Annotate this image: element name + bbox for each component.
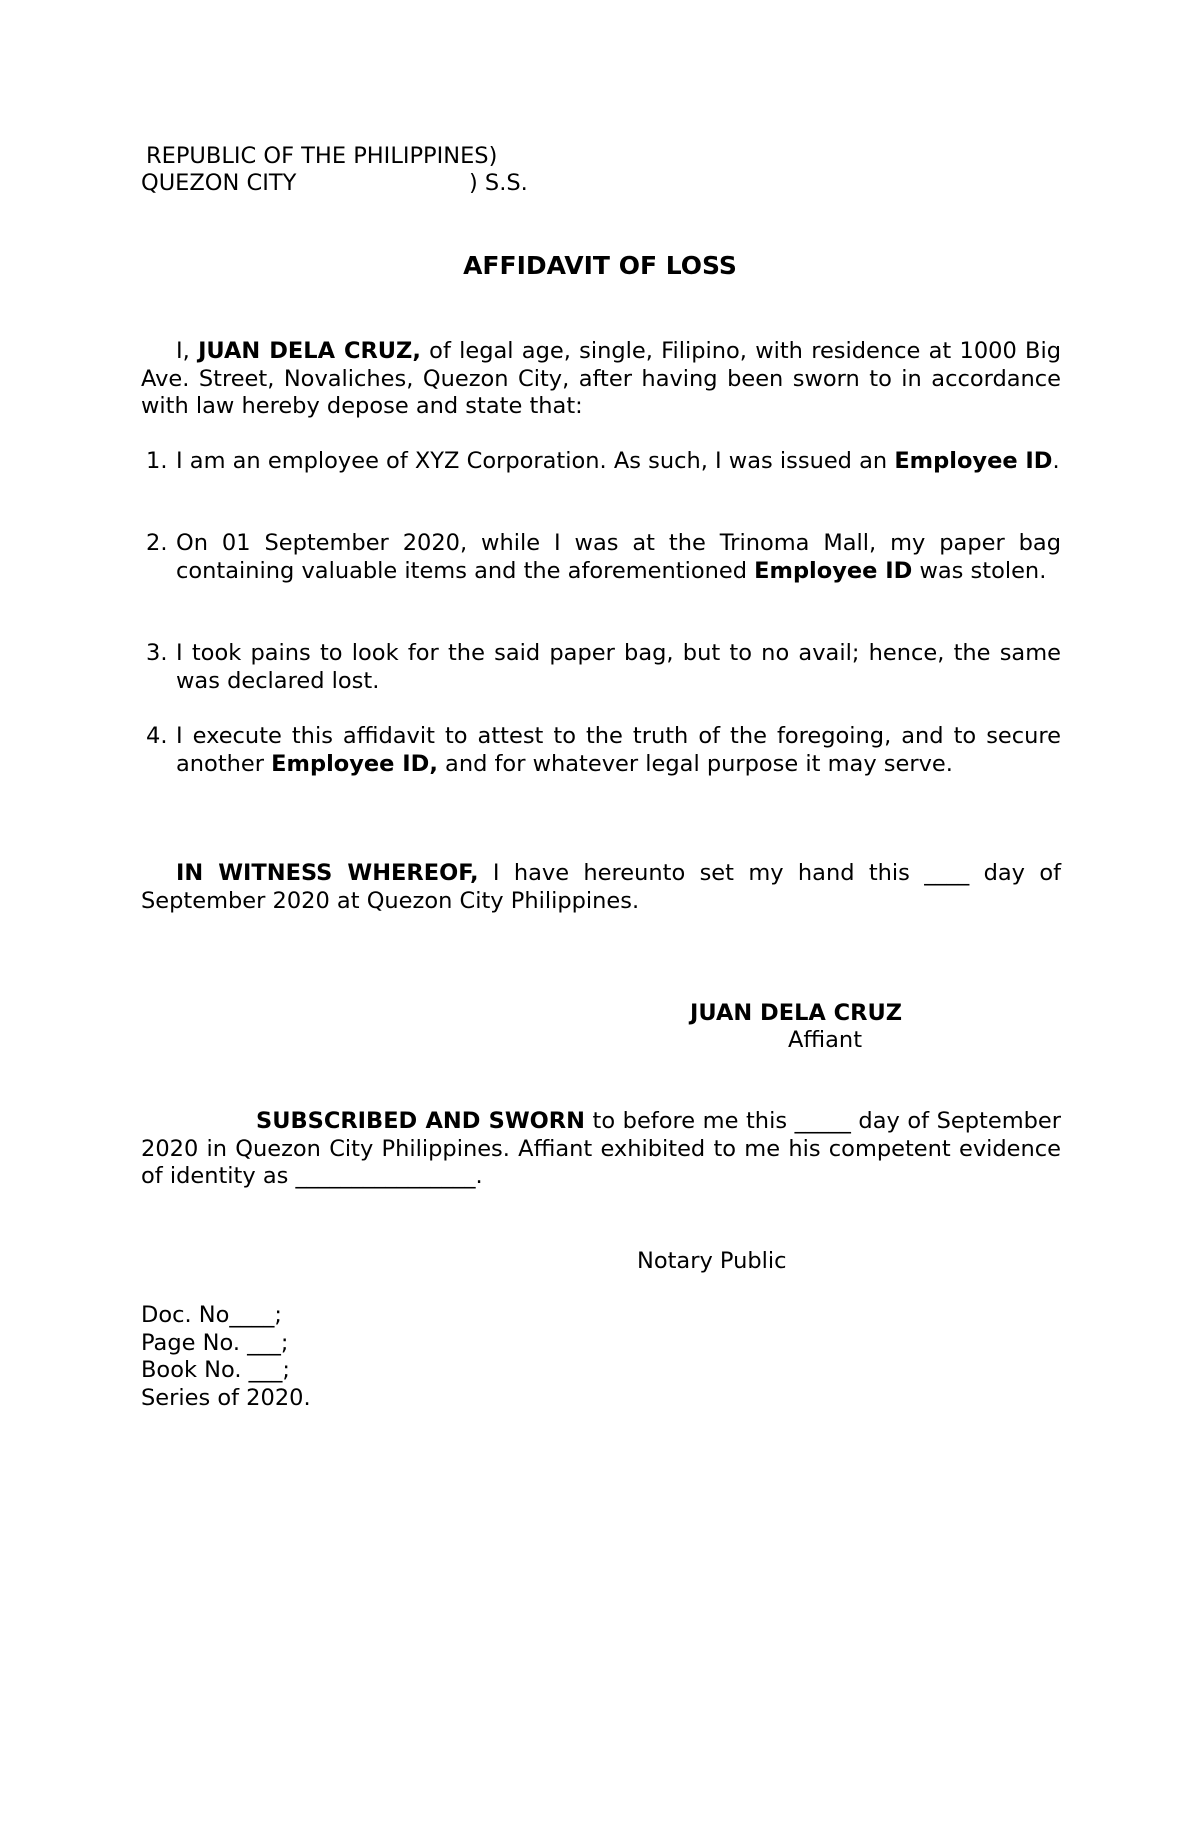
list-item [146,640,1061,695]
list-item-text-end: . [1052,448,1060,474]
doc-number: Doc. No____; [141,1302,282,1328]
list-item-number: 1. [146,448,168,474]
venue-city: QUEZON CITY [141,170,297,196]
list-item-text-end: and for whatever legal purpose it may serve. [437,750,953,777]
list-item-text: I execute this affidavit to attest to the truth of the foregoing, and to secure another [176,723,1061,777]
list-item-bold: Employee ID, [271,750,438,777]
notary-public-label: Notary Public [637,1248,787,1274]
list-item-text: I am an employee of XYZ Corporation. As such, I was issued an [176,448,895,474]
series-year: Series of 2020. [141,1385,311,1411]
intro-prefix: I, [176,338,199,364]
book-number: Book No. ___; [141,1357,290,1383]
affiant-name-inline: JUAN DELA CRUZ, [198,338,421,364]
list-item [146,448,1061,476]
document-title: AFFIDAVIT OF LOSS [463,251,737,280]
affiant-signature-name: JUAN DELA CRUZ [690,1000,903,1026]
list-item-text: I took pains to look for the said paper bag, but to no avail; hence, the same was declared lost. [176,640,1061,694]
list-item-number: 3. [146,640,168,666]
jurat-text: to before me this _____ day of September 2020 in Quezon City Philippines. Affiant exhibited to me his competent evidence of identity as ________________. [141,1108,1061,1189]
intro-paragraph [141,338,1061,421]
list-item-number: 4. [146,723,168,749]
list-item [146,723,1061,778]
list-item-bold: Employee ID [894,448,1053,474]
list-item-text: On 01 September 2020, while I was at the Trinoma Mall, my paper bag containing valuable items and the aforementioned [176,530,1061,584]
witness-text: I have hereunto set my hand this ____ day of September 2020 at Quezon City Philippines. [141,860,1061,914]
jurat-bold: SUBSCRIBED AND SWORN [256,1108,585,1134]
venue-country: REPUBLIC OF THE PHILIPPINES) [146,143,498,169]
list-item-number: 2. [146,530,168,556]
jurat-paragraph [141,1108,1061,1191]
venue-ss: ) S.S. [469,170,528,196]
witness-bold: IN WITNESS WHEREOF, [176,860,479,886]
intro-text: of legal age, single, Filipino, with residence at 1000 Big Ave. Street, Novaliches, Quezon City, after having been sworn to in accordance with law hereby depose and state that: [141,338,1061,419]
affiant-label: Affiant [788,1027,863,1053]
witness-paragraph [141,860,1061,915]
list-item-bold: Employee ID [754,557,913,584]
list-item-text-end: was stolen. [912,557,1047,584]
list-item [146,530,1061,585]
page-number: Page No. ___; [141,1330,289,1356]
